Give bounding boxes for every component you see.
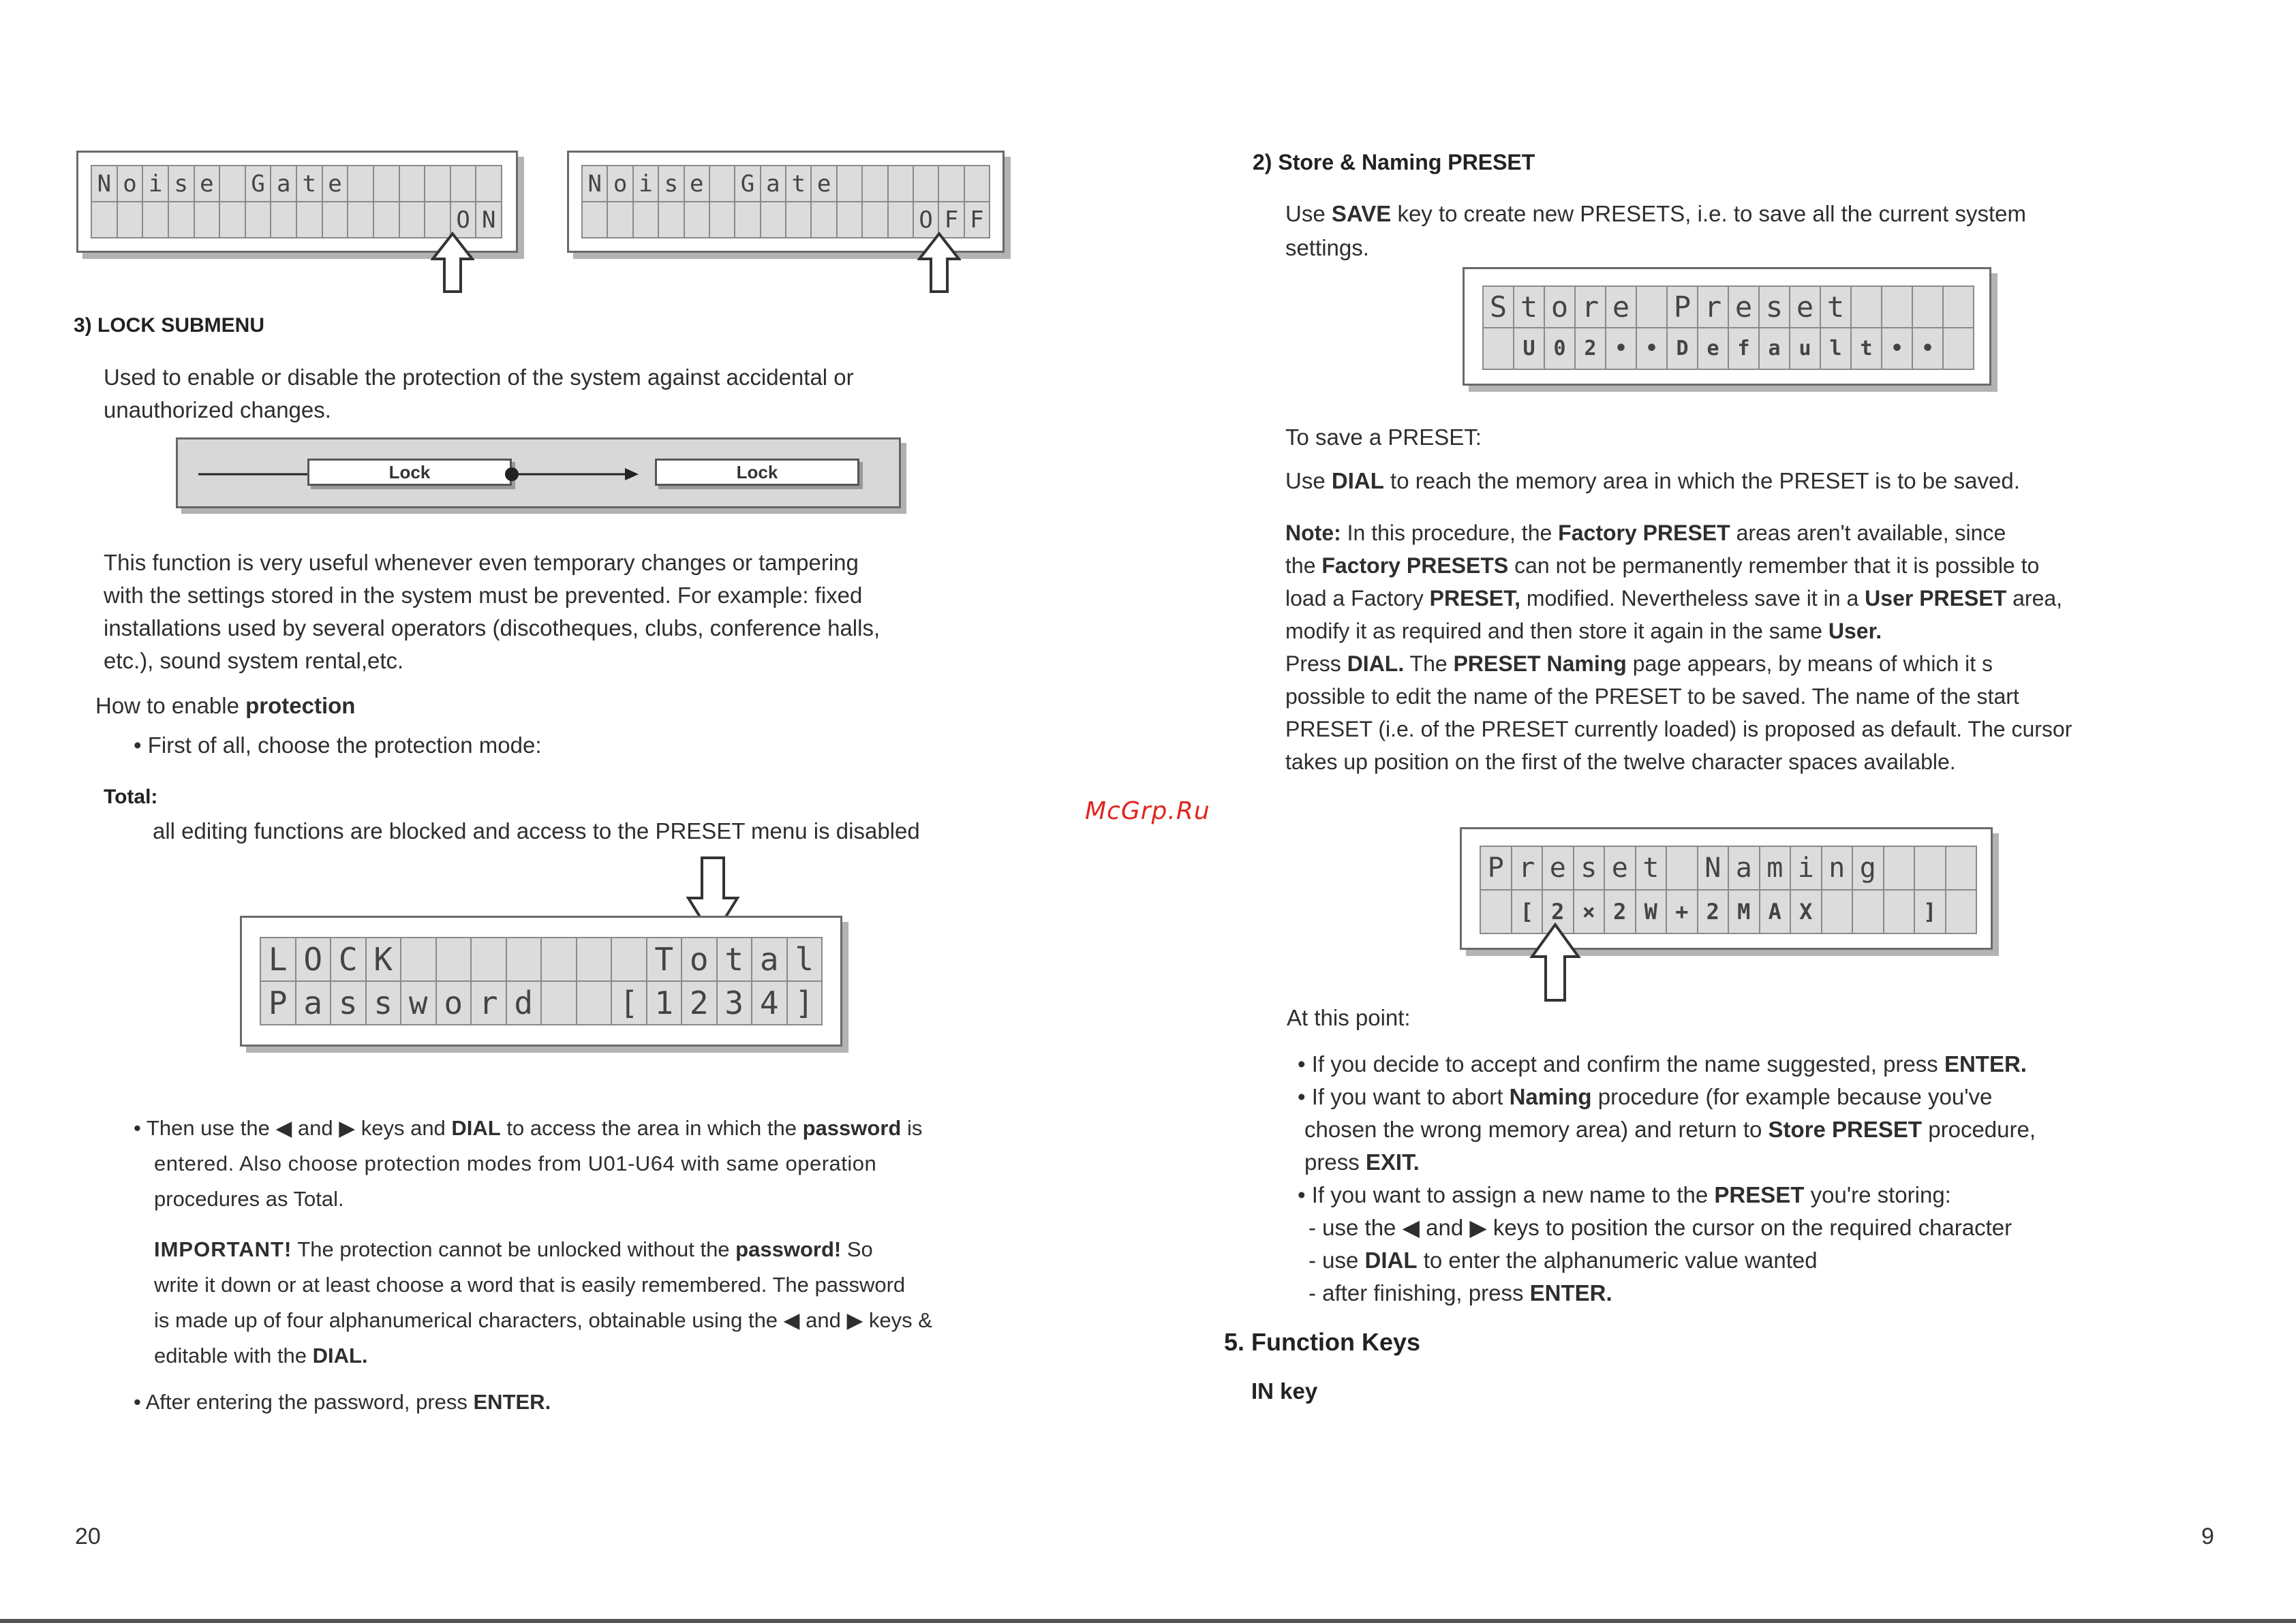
lcd-cell: O [451,202,477,238]
paragraph-line: with the settings stored in the system must be prevented. For example: fixed [104,583,863,608]
lcd-cell [710,202,735,238]
lcd-cell: e [1605,847,1636,891]
lcd-cell [1915,847,1946,891]
lcd-cell [965,166,990,202]
note-line: PRESET (i.e. of the PRESET currently loaded) is proposed as default. The cursor [1285,717,2072,741]
note-line: Press DIAL. The PRESET Naming page appears, by means of which it s [1285,651,1993,676]
lcd-cell [220,166,246,202]
lcd-cell: e [1543,847,1574,891]
lcd-cell [297,202,323,238]
lock-diagram [176,437,901,508]
lcd-cell: s [331,982,367,1025]
lcd-cell: n [1822,847,1854,891]
note-line: modify it as required and then store it again in the same User. [1285,619,1882,643]
total-description: all editing functions are blocked and access to the PRESET menu is disabled [153,818,920,844]
lcd-cell: g [1853,847,1884,891]
lcd-cell [1852,287,1882,328]
lcd-cell: u [1790,328,1821,370]
lcd-cell [577,982,613,1025]
lcd-cell [685,202,710,238]
lcd-cell: P [1668,287,1698,328]
lcd-cell: o [608,166,633,202]
lcd-cell [1484,328,1514,370]
lcd-cell: U [1514,328,1545,370]
lcd-cell [1944,287,1974,328]
lock-submenu-heading: 3) LOCK SUBMENU [74,314,265,337]
sub-step-line: - after finishing, press ENTER. [1308,1280,1612,1305]
lcd-cell [220,202,246,238]
function-keys-heading: 5. Function Keys [1224,1328,1421,1356]
lcd-cell: N [583,166,608,202]
lcd-cell: o [437,982,472,1025]
lcd-cell [374,202,400,238]
lcd-cell: N [476,202,502,238]
lcd-cell: t [718,938,753,982]
sub-step-line: - use DIAL to enter the alphanumeric value wanted [1308,1248,1818,1273]
lcd-cell [1944,328,1974,370]
lcd-cell: [ [612,982,647,1025]
lcd-cell: K [367,938,402,982]
lcd-cell: 2 [1576,328,1606,370]
lcd-cell: s [367,982,402,1025]
lcd-cell: N [1698,847,1730,891]
lcd-cell [425,166,451,202]
lcd-cell [1884,891,1916,934]
lcd-cell [1667,847,1698,891]
lcd-cell: e [1790,287,1821,328]
then-line: procedures as Total. [154,1187,344,1211]
lcd-cell: O [296,938,332,982]
lcd-cell: e [1729,287,1760,328]
lcd-cell [863,202,888,238]
lcd-store-preset [1463,267,1991,386]
lcd-lock-total [240,916,842,1047]
bullet-line: press EXIT. [1304,1149,1420,1175]
bullet-first: • First of all, choose the protection mode: [134,732,542,758]
bullet-line: • If you want to abort Naming procedure (for example because you've [1298,1084,1993,1109]
lcd-cell: F [939,202,964,238]
lcd-cell [612,938,647,982]
lcd-cell: s [659,166,684,202]
bullet-line: chosen the wrong memory area) and return to Store PRESET procedure, [1304,1117,2036,1142]
lcd-cell: C [331,938,367,982]
lcd-cell [786,202,812,238]
important-line: is made up of four alphanumerical characters, obtainable using the ◀ and ▶ keys & [154,1308,932,1332]
lcd-cell: t [1514,287,1545,328]
lcd-cell: l [788,938,823,982]
arrow-right-icon [504,464,654,484]
lcd-cell: S [1484,287,1514,328]
lcd-cell: a [752,938,788,982]
important-line: IMPORTANT! The protection cannot be unlocked without the password! So [154,1237,873,1261]
lcd-cell: t [297,166,323,202]
lcd-cell: i [1791,847,1822,891]
lcd-cell: 0 [1545,328,1576,370]
lcd-cell: e [323,166,349,202]
lcd-cell [472,938,507,982]
lcd-cell: • [1913,328,1944,370]
lcd-cell [195,202,221,238]
lcd-cell: d [507,982,542,1025]
lcd-cell [838,202,863,238]
lcd-cell [401,938,437,982]
lcd-cell [323,202,349,238]
lcd-cell [1853,891,1884,934]
lcd-cell: 2 [1605,891,1636,934]
page-number-left: 20 [75,1524,101,1549]
after-entering-line: • After entering the password, press ENTER. [134,1390,551,1414]
lcd-cell: r [472,982,507,1025]
lcd-cell [634,202,659,238]
lcd-cell [451,166,477,202]
lcd-cell: o [1545,287,1576,328]
lcd-cell [1913,287,1944,328]
at-this-point: At this point: [1287,1005,1411,1030]
important-line: editable with the DIAL. [154,1344,368,1367]
note-line: the Factory PRESETS can not be permanently remember that it is possible to [1285,553,2040,578]
lcd-cell: e [1606,287,1637,328]
then-line: entered. Also choose protection modes from U01-U64 with same operation [154,1151,877,1175]
lcd-cell: a [271,166,297,202]
lcd-cell: e [812,166,837,202]
arrow-up-icon [917,232,961,294]
total-label: Total: [104,786,158,808]
lcd-cell [914,166,939,202]
lcd-cell [1637,287,1668,328]
lcd-cell [812,202,837,238]
lcd-cell: A [1760,891,1792,934]
important-line: write it down or at least choose a word that is easily remembered. The password [154,1273,906,1297]
lcd-cell [583,202,608,238]
lcd-cell [1946,891,1978,934]
lcd-cell: 2 [1698,891,1730,934]
lcd-cell [92,202,118,238]
lcd-cell: e [195,166,221,202]
lcd-cell [143,202,169,238]
lcd-cell [118,202,144,238]
to-save-line: To save a PRESET: [1285,424,1482,450]
lcd-cell: T [647,938,683,982]
lcd-cell: D [1668,328,1698,370]
page-number-right: 9 [2201,1524,2214,1549]
lcd-cell [348,202,374,238]
lcd-cell [1946,847,1978,891]
lcd-cell: X [1791,891,1822,934]
lcd-cell [476,166,502,202]
lcd-cell: f [1729,328,1760,370]
lcd-cell [939,166,964,202]
lcd-cell: a [1729,847,1760,891]
lcd-cell: × [1574,891,1606,934]
lcd-cell: w [401,982,437,1025]
paragraph-line: installations used by several operators (discotheques, clubs, conference halls, [104,615,881,640]
lcd-cell: o [118,166,144,202]
lcd-cell: a [1760,328,1790,370]
lcd-cell [348,166,374,202]
lcd-cell: [ [1512,891,1544,934]
lcd-cell: 3 [718,982,753,1025]
lcd-cell: N [92,166,118,202]
lcd-cell: 4 [752,982,788,1025]
lcd-cell: i [143,166,169,202]
lcd-cell: W [1636,891,1668,934]
page-bottom-edge [0,1619,2296,1623]
lcd-cell [1481,891,1512,934]
lcd-cell: P [261,982,296,1025]
note-line: takes up position on the first of the twelve character spaces available. [1285,749,1956,774]
arrow-up-icon [431,232,474,294]
lcd-cell: a [296,982,332,1025]
lcd-cell [169,202,195,238]
arrow-up-icon [1529,923,1581,1003]
lcd-cell: • [1882,328,1913,370]
lcd-cell [1882,287,1913,328]
lcd-cell: i [634,166,659,202]
sub-step-line: - use the ◀ and ▶ keys to position the cursor on the required character [1308,1215,2012,1240]
save-line: Use SAVE key to create new PRESETS, i.e. to save all the current system [1285,201,2026,226]
lcd-cell: o [682,938,718,982]
lcd-cell: t [1852,328,1882,370]
lcd-cell: e [685,166,710,202]
lock-box-1: Lock [307,459,512,486]
watermark: McGrp.Ru [1085,797,1210,825]
lcd-cell [710,166,735,202]
note-line: Note: In this procedure, the Factory PRESET areas aren't available, since [1285,521,2006,545]
lcd-cell [542,982,577,1025]
lcd-cell: e [1698,328,1729,370]
lcd-cell: • [1606,328,1637,370]
lcd-cell [577,938,613,982]
lcd-cell: a [761,166,786,202]
lcd-cell [889,202,914,238]
lcd-cell [542,938,577,982]
then-line: • Then use the ◀ and ▶ keys and DIAL to access the area in which the password is [134,1116,923,1140]
lcd-cell: F [965,202,990,238]
note-line: load a Factory PRESET, modified. Nevertheless save it in a User PRESET area, [1285,586,2063,610]
lcd-cell [437,938,472,982]
lcd-cell [889,166,914,202]
lcd-cell [659,202,684,238]
lcd-cell: 2 [682,982,718,1025]
paragraph-line: This function is very useful whenever even temporary changes or tampering [104,550,859,575]
in-key-heading: IN key [1251,1378,1318,1404]
lcd-cell [507,938,542,982]
lcd-cell: r [1512,847,1544,891]
lcd-cell [1822,891,1854,934]
store-naming-heading: 2) Store & Naming PRESET [1253,150,1535,174]
lcd-cell [271,202,297,238]
lcd-cell: M [1729,891,1760,934]
paragraph-line: etc.), sound system rental,etc. [104,648,404,673]
lcd-cell: t [786,166,812,202]
lcd-cell: P [1481,847,1512,891]
lcd-cell [863,166,888,202]
bullet-line: • If you want to assign a new name to the PRESET you're storing: [1298,1182,1951,1207]
lcd-cell: t [1821,287,1852,328]
lcd-cell [400,166,426,202]
lcd-cell: ] [788,982,823,1025]
lcd-cell: r [1576,287,1606,328]
lcd-cell: t [1636,847,1668,891]
lcd-cell [608,202,633,238]
lcd-cell: ] [1915,891,1946,934]
lcd-cell: m [1760,847,1792,891]
lcd-cell: 2 [1543,891,1574,934]
lcd-cell [735,202,761,238]
lcd-cell: L [261,938,296,982]
bullet-line: • If you decide to accept and confirm the name suggested, press ENTER. [1298,1051,2027,1077]
how-to-enable-line: How to enable protection [95,693,356,718]
lock-intro-line: unauthorized changes. [104,397,331,422]
save-line: settings. [1285,235,1369,260]
lcd-cell: r [1698,287,1729,328]
lcd-cell: s [1760,287,1790,328]
lcd-cell [400,202,426,238]
lcd-cell: s [1574,847,1606,891]
lock-intro-line: Used to enable or disable the protection of the system against accidental or [104,365,854,390]
lcd-cell: G [735,166,761,202]
lcd-cell: O [914,202,939,238]
note-line: possible to edit the name of the PRESET to be saved. The name of the start [1285,684,2019,709]
lcd-cell [761,202,786,238]
lcd-cell [246,202,272,238]
lcd-cell: + [1667,891,1698,934]
lock-box-2: Lock [655,459,859,486]
lcd-cell [1884,847,1916,891]
use-dial-line: Use DIAL to reach the memory area in which the PRESET is to be saved. [1285,468,2020,493]
lcd-cell: l [1821,328,1852,370]
lcd-cell: 1 [647,982,683,1025]
lcd-cell [374,166,400,202]
lcd-cell: s [169,166,195,202]
lcd-cell: • [1637,328,1668,370]
lcd-cell [838,166,863,202]
lcd-cell: G [246,166,272,202]
